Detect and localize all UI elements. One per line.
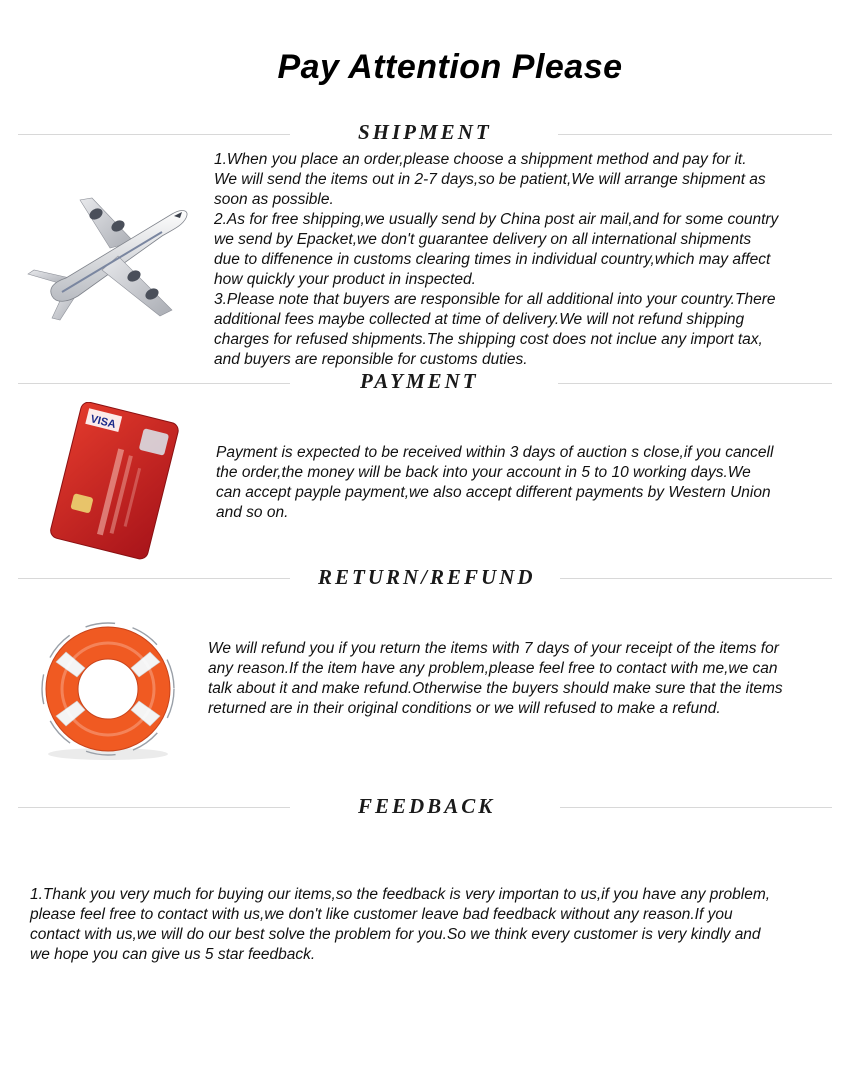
text-line: We will send the items out in 2-7 days,so be patient,We will arrange shipment as xyxy=(214,171,766,188)
refund-heading: RETURN/REFUND xyxy=(318,565,536,589)
visa-logo: VISA xyxy=(89,413,117,431)
airplane-icon xyxy=(22,192,192,342)
text-line: additional fees maybe collected at time of delivery.We will not refund shipping xyxy=(214,311,745,328)
text-line: charges for refused shipments.The shipping cost does not inclue any import tax, xyxy=(214,331,763,348)
divider xyxy=(560,807,832,808)
text-line: soon as possible. xyxy=(214,191,334,208)
shipment-text xyxy=(214,150,844,370)
feedback-heading: FEEDBACK xyxy=(358,794,496,818)
text-line: 1.Thank you very much for buying our items,so the feedback is very importan to us,if you have any problem, xyxy=(30,886,771,903)
payment-heading: PAYMENT xyxy=(360,369,479,393)
text-line: any reason.If the item have any problem,please feel free to contact with me,we can xyxy=(208,660,778,677)
credit-card-icon xyxy=(38,402,186,562)
divider xyxy=(18,578,290,579)
text-line: we hope you can give us 5 star feedback. xyxy=(30,946,316,963)
divider xyxy=(560,578,832,579)
feedback-text xyxy=(30,885,845,965)
text-line: and buyers are reponsible for customs duties. xyxy=(214,351,528,368)
text-line: 2.As for free shipping,we usually send by China post air mail,and for some country xyxy=(214,211,779,228)
text-line: contact with us,we will do our best solve the problem for you.So we think every customer is very kindly and xyxy=(30,926,761,943)
lifebuoy-icon xyxy=(30,614,186,764)
text-line: due to diffenence in customs clearing times in individual country,which may affect xyxy=(214,251,771,268)
text-line: 1.When you place an order,please choose a shippment method and pay for it. xyxy=(214,151,747,168)
page-title: Pay Attention Please xyxy=(277,48,623,86)
text-line: and so on. xyxy=(216,504,289,521)
text-line: the order,the money will be back into your account in 5 to 10 working days.We xyxy=(216,464,751,481)
divider xyxy=(558,134,832,135)
text-line: Payment is expected to be received within 3 days of auction s close,if you cancell xyxy=(216,444,774,461)
text-line: we send by Epacket,we don't guarantee delivery on all international shipments xyxy=(214,231,752,248)
divider xyxy=(18,383,290,384)
text-line: can accept payple payment,we also accept different payments by Western Union xyxy=(216,484,771,501)
text-line: please feel free to contact with us,we don't like customer leave bad feedback without any reason.If you xyxy=(30,906,733,923)
divider xyxy=(18,134,290,135)
shipment-heading: SHIPMENT xyxy=(358,120,492,144)
text-line: 3.Please note that buyers are responsible for all additional into your country.There xyxy=(214,291,776,308)
payment-text xyxy=(216,443,842,523)
text-line: We will refund you if you return the items with 7 days of your receipt of the items for xyxy=(208,640,779,657)
text-line: how quickly your product in inspected. xyxy=(214,271,476,288)
refund-text xyxy=(208,639,848,719)
divider xyxy=(558,383,832,384)
text-line: returned are in their original conditions or we will refused to make a refund. xyxy=(208,700,721,717)
divider xyxy=(18,807,290,808)
text-line: talk about it and make refund.Otherwise the buyers should make sure that the items xyxy=(208,680,783,697)
